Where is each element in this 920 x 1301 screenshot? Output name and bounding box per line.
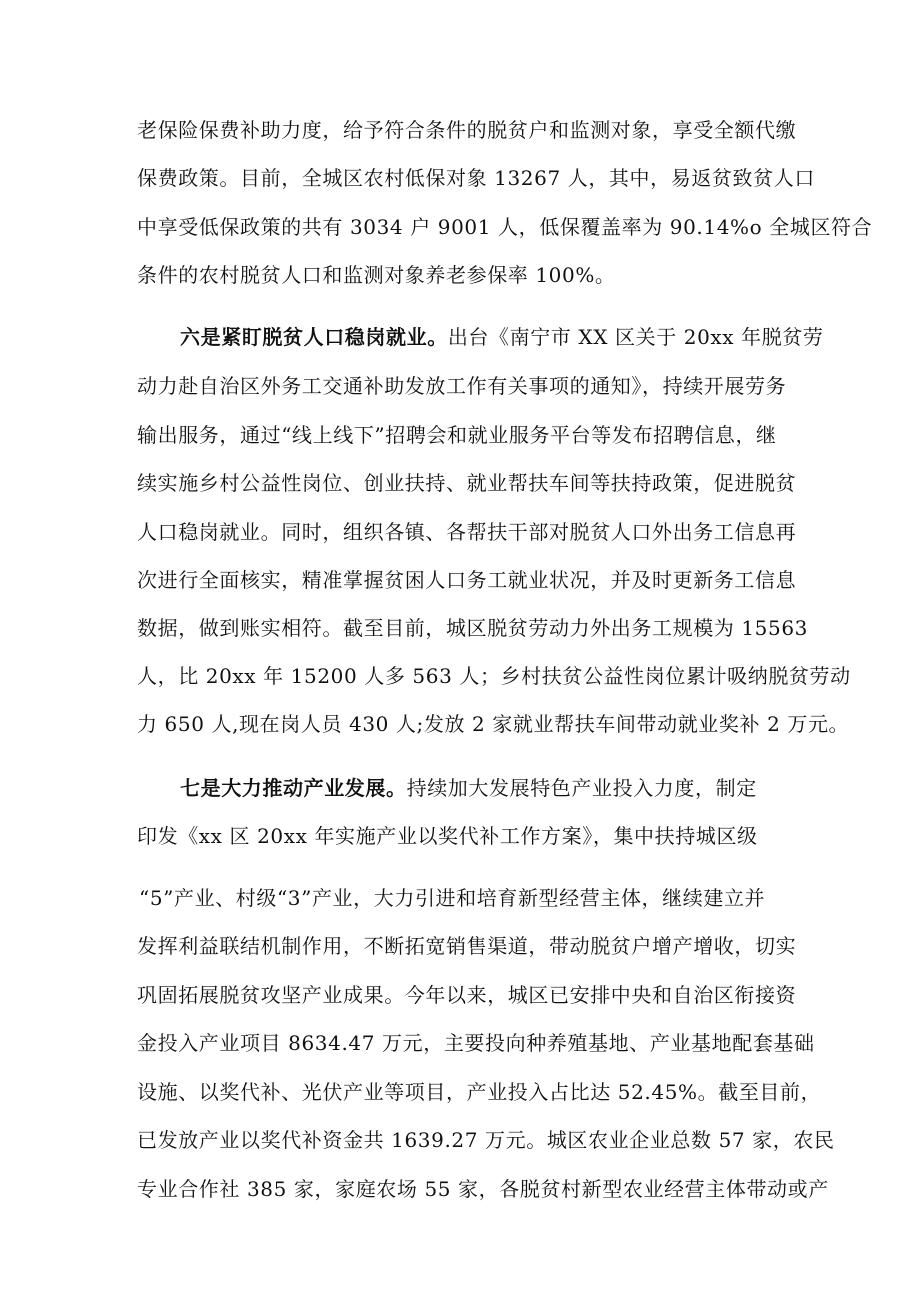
paragraph1-line-2: 保费政策。目前，全城区农村低保对象 13267 人，其中，易返贫致贫人口 bbox=[137, 166, 815, 190]
paragraph2-line-2: 动力赴自治区外务工交通补助发放工作有关事项的通知》，持续开展劳务 bbox=[137, 374, 787, 398]
paragraph3-line-3: “5”产业、村级“3”产业，大力引进和培育新型经营主体，继续建立并 bbox=[139, 886, 766, 910]
paragraph2-first-line-rest: 出台《南宁市 XX 区关于 20xx 年脱贫劳 bbox=[447, 325, 824, 349]
paragraph2-line-9: 力 650 人,现在岗人员 430 人;发放 2 家就业帮扶车间带动就业奖补 2 万元。 bbox=[137, 712, 850, 736]
paragraph2-line-3: 输出服务，通过“线上线下”招聘会和就业服务平台等发布招聘信息，继 bbox=[137, 423, 777, 447]
paragraph1-line-1: 老保险保费补助力度，给予符合条件的脱贫户和监测对象，享受全额代缴 bbox=[137, 118, 797, 142]
paragraph3-line-4: 发挥利益联结机制作用，不断拓宽销售渠道，带动脱贫户增产增收，切实 bbox=[137, 934, 797, 958]
paragraph3-first-line-rest: 持续加大发展特色产业投入力度，制定 bbox=[406, 776, 757, 800]
paragraph2-heading: 六是紧盯脱贫人口稳岗就业。 bbox=[180, 325, 448, 349]
paragraph2-line-4: 续实施乡村公益性岗位、创业扶持、就业帮扶车间等扶持政策，促进脱贫 bbox=[137, 471, 797, 495]
paragraph3-line-1 bbox=[180, 774, 757, 802]
paragraph2-line-6: 次进行全面核实，精准掌握贫困人口务工就业状况，并及时更新务工信息 bbox=[137, 568, 797, 592]
paragraph2-line-7: 数据，做到账实相符。截至目前，城区脱贫劳动力外出务工规模为 15563 bbox=[137, 616, 808, 640]
paragraph2-line-5: 人口稳岗就业。同时，组织各镇、各帮扶干部对脱贫人口外出务工信息再 bbox=[137, 520, 797, 544]
paragraph3-heading: 七是大力推动产业发展。 bbox=[180, 776, 407, 800]
paragraph3-line-2: 印发《xx 区 20xx 年实施产业以奖代补工作方案》，集中扶持城区级 bbox=[137, 824, 758, 848]
paragraph3-line-9: 专业合作社 385 家，家庭农场 55 家，各脱贫村新型农业经营主体带动或产 bbox=[137, 1177, 829, 1201]
paragraph3-line-8: 已发放产业以奖代补资金共 1639.27 万元。城区农业企业总数 57 家，农民 bbox=[137, 1128, 835, 1152]
paragraph2-line-1 bbox=[180, 323, 824, 351]
paragraph1-line-3: 中享受低保政策的共有 3034 户 9001 人，低保覆盖率为 90.14%o 全城区符合 bbox=[137, 215, 873, 239]
paragraph3-line-6: 金投入产业项目 8634.47 万元，主要投向种养殖基地、产业基地配套基础 bbox=[137, 1031, 815, 1055]
paragraph3-line-5: 巩固拓展脱贫攻坚产业成果。今年以来，城区已安排中央和自治区衔接资 bbox=[137, 983, 797, 1007]
paragraph1-line-4: 条件的农村脱贫人口和监测对象养老参保率 100%。 bbox=[137, 263, 616, 287]
paragraph2-line-8: 人，比 20xx 年 15200 人多 563 人；乡村扶贫公益性岗位累计吸纳脱贫劳动 bbox=[137, 664, 851, 688]
paragraph3-line-7: 设施、以奖代补、光伏产业等项目，产业投入占比达 52.45%。截至目前， bbox=[137, 1080, 822, 1104]
